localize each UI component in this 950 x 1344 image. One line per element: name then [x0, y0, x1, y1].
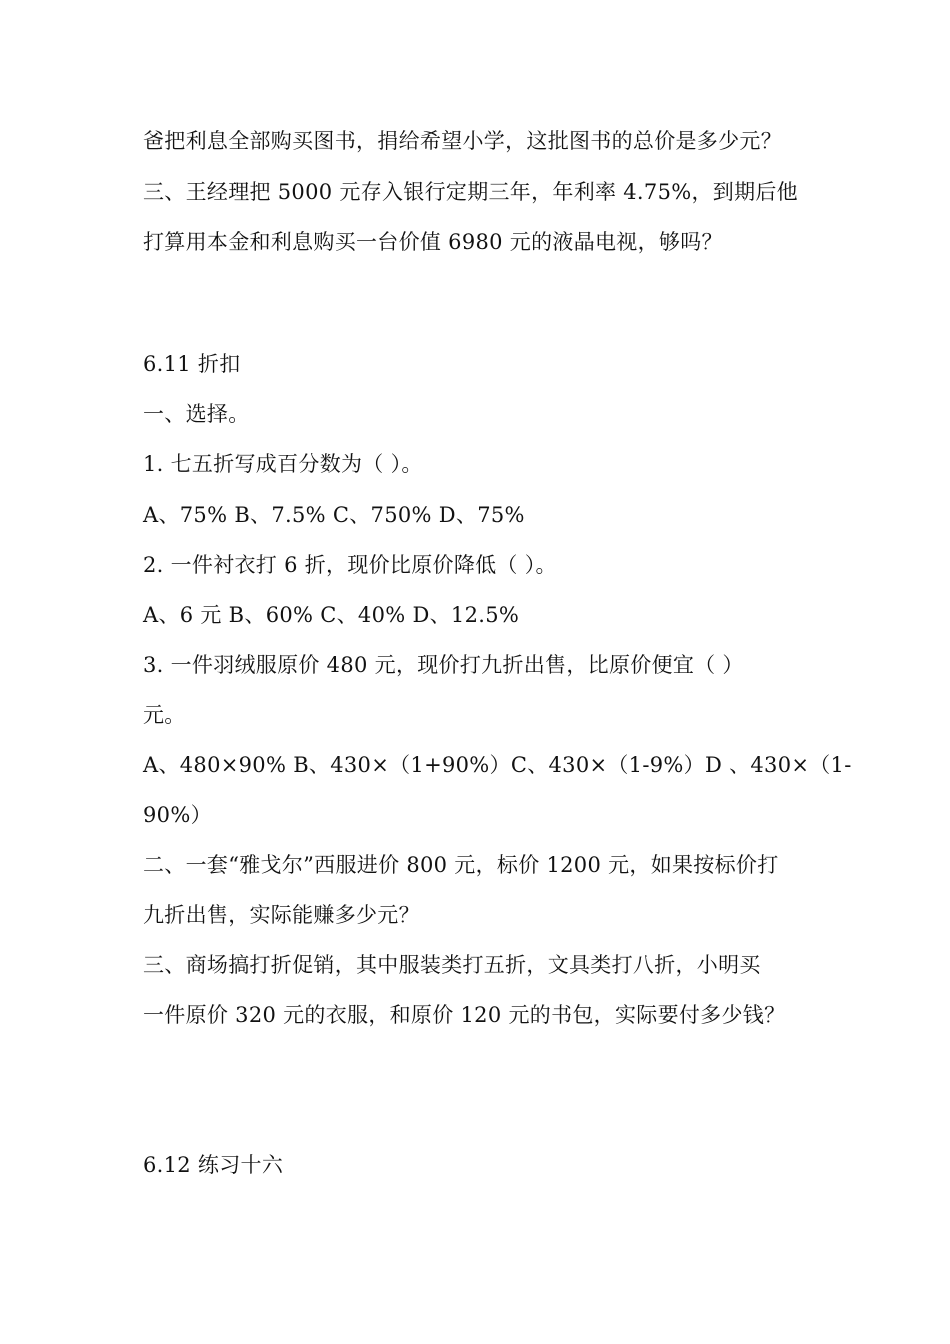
text-line-problem-3-part-1: 三、王经理把 5000 元存入银行定期三年，年利率 4.75%，到期后他 [143, 180, 798, 204]
question-1: 1. 七五折写成百分数为（ ）。 [143, 452, 423, 476]
question-3: 3. 一件羽绒服原价 480 元，现价打九折出售，比原价便宜（ ） [143, 653, 744, 677]
question-2-options: A、6 元 B、60% C、40% D、12.5% [143, 603, 520, 627]
section-part-choice-heading: 一、选择。 [143, 402, 250, 426]
problem-2-part-1: 二、一套“雅戈尔”西服进价 800 元，标价 1200 元，如果按标价打 [143, 853, 779, 877]
section-title-6-12: 6.12 练习十六 [143, 1153, 284, 1177]
problem-3-part-1: 三、商场搞打折促销，其中服装类打五折，文具类打八折，小明买 [143, 953, 761, 977]
question-3-options: A、480×90% B、430×（1+90%）C、430×（1-9%）D 、430×（1- [143, 753, 852, 777]
section-title-6-11: 6.11 折扣 [143, 352, 241, 376]
question-1-options: A、75% B、7.5% C、750% D、75% [143, 503, 525, 527]
problem-2-part-2: 九折出售，实际能赚多少元？ [143, 903, 420, 927]
text-line-prev-problem-end: 爸把利息全部购买图书，捐给希望小学，这批图书的总价是多少元？ [143, 129, 782, 153]
text-line-problem-3-part-2: 打算用本金和利息购买一台价值 6980 元的液晶电视，够吗？ [143, 230, 723, 254]
problem-3-part-2: 一件原价 320 元的衣服，和原价 120 元的书包，实际要付多少钱？ [143, 1003, 786, 1027]
question-3-options-continued: 90%） [143, 803, 212, 827]
question-2: 2. 一件衬衣打 6 折，现价比原价降低（ ）。 [143, 553, 557, 577]
question-3-continued: 元。 [143, 703, 186, 727]
